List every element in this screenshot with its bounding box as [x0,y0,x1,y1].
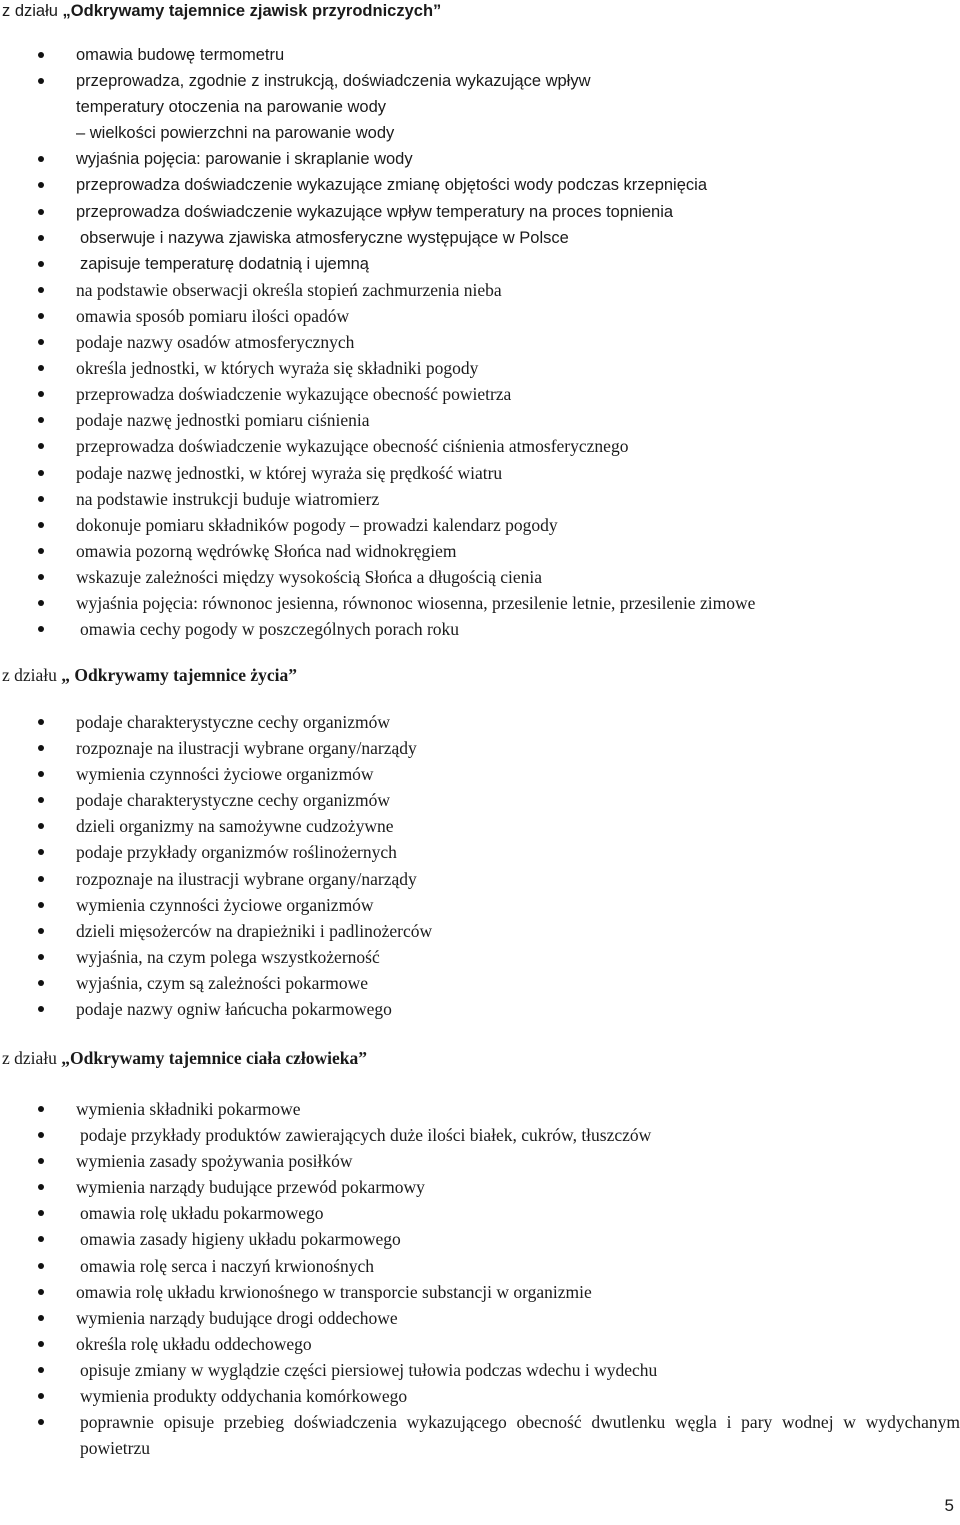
list-item: omawia sposób pomiaru ilości opadów [0,303,960,329]
list-item: przeprowadza doświadczenie wykazujące zmianę objętości wody podczas krzepnięcia [0,172,960,198]
list-item: omawia rolę serca i naczyń krwionośnych [0,1253,960,1279]
list-item: podaje charakterystyczne cechy organizmów [0,709,960,735]
list-item: podaje charakterystyczne cechy organizmów [0,787,960,813]
bullet-icon [38,902,44,908]
bullet-icon [38,1393,44,1399]
list-item: wyjaśnia, czym są zależności pokarmowe [0,970,960,996]
section-item-list [0,709,960,1022]
bullet-icon [38,574,44,580]
list-item: określa rolę układu oddechowego [0,1331,960,1357]
list-item: na podstawie obserwacji określa stopień zachmurzenia nieba [0,277,960,303]
list-item: zapisuje temperaturę dodatnią i ujemną [0,251,960,277]
list-item: wymienia czynności życiowe organizmów [0,761,960,787]
bullet-icon [38,1236,44,1242]
bullet-icon [38,339,44,345]
list-item: rozpoznaje na ilustracji wybrane organy/narządy [0,866,960,892]
bullet-icon [38,496,44,502]
list-item: omawia cechy pogody w poszczególnych porach roku [0,616,960,642]
list-item: wyjaśnia pojęcia: równonoc jesienna, równonoc wiosenna, przesilenie letnie, przesilenie zimowe [0,590,960,616]
bullet-icon [38,1184,44,1190]
section-heading-title: „Odkrywamy tajemnice ciała człowieka” [61,1048,367,1068]
page-number: 5 [944,1496,954,1515]
bullet-icon [38,548,44,554]
list-item: omawia budowę termometru [0,42,960,68]
bullet-icon [38,1006,44,1012]
bullet-icon [38,235,44,241]
list-item: przeprowadza doświadczenie wykazujące obecność powietrza [0,381,960,407]
bullet-icon [38,391,44,397]
list-item: dokonuje pomiaru składników pogody – prowadzi kalendarz pogody [0,512,960,538]
list-item: wymienia produkty oddychania komórkowego [0,1383,960,1409]
bullet-icon [38,156,44,162]
list-item: wymienia zasady spożywania posiłków [0,1148,960,1174]
bullet-icon [38,626,44,632]
list-item-continuation: temperatury otoczenia na parowanie wody [76,98,387,117]
bullet-icon [38,78,44,84]
list-item: wymienia czynności życiowe organizmów [0,892,960,918]
section-heading-title: „Odkrywamy tajemnice zjawisk przyrodniczych” [62,2,442,20]
bullet-icon [38,443,44,449]
list-item: określa jednostki, w których wyraża się składniki pogody [0,355,960,381]
list-item: podaje przykłady produktów zawierających duże ilości białek, cukrów, tłuszczów [0,1122,960,1148]
list-item: poprawnie opisuje przebieg doświadczenia wykazującego obecność dwutlenku węgla i pary wodnej w wydychanym powietrzu [0,1409,960,1461]
bullet-icon [38,287,44,293]
list-item: podaje przykłady organizmów roślinożernych [0,839,960,865]
section-heading [2,0,441,22]
bullet-icon [38,417,44,423]
bullet-icon [38,1132,44,1138]
list-item: przeprowadza, zgodnie z instrukcją, doświadczenia wykazujące wpływ [0,68,960,94]
bullet-icon [38,876,44,882]
list-item: podaje nazwę jednostki, w której wyraża się prędkość wiatru [0,460,960,486]
list-item: przeprowadza doświadczenie wykazujące obecność ciśnienia atmosferycznego [0,433,960,459]
list-item: podaje nazwę jednostki pomiaru ciśnienia [0,407,960,433]
bullet-icon [38,797,44,803]
list-item: podaje nazwy osadów atmosferycznych [0,329,960,355]
bullet-icon [38,52,44,58]
bullet-icon [38,928,44,934]
section-item-list [0,1096,960,1461]
list-item: dzieli organizmy na samożywne cudzożywne [0,813,960,839]
bullet-icon [38,1106,44,1112]
list-item: wyjaśnia pojęcia: parowanie i skraplanie wody [0,146,960,172]
list-item: omawia rolę układu krwionośnego w transporcie substancji w organizmie [0,1279,960,1305]
bullet-icon [38,365,44,371]
bullet-icon [38,1315,44,1321]
bullet-icon [38,313,44,319]
bullet-icon [38,954,44,960]
section-heading [2,1047,367,1069]
list-item: obserwuje i nazywa zjawiska atmosferyczne występujące w Polsce [0,225,960,251]
section-heading [2,664,297,686]
bullet-icon [38,261,44,267]
bullet-icon [38,1158,44,1164]
list-item: na podstawie instrukcji buduje wiatromierz [0,486,960,512]
bullet-icon [38,1263,44,1269]
list-item: wyjaśnia, na czym polega wszystkożerność [0,944,960,970]
bullet-icon [38,980,44,986]
bullet-icon [38,1289,44,1295]
section-heading-prefix: z działu [2,1048,57,1068]
section-item-list [0,42,960,642]
bullet-icon [38,823,44,829]
bullet-icon [38,1419,44,1425]
list-item: omawia pozorną wędrówkę Słońca nad widnokręgiem [0,538,960,564]
bullet-icon [38,1210,44,1216]
bullet-icon [38,1341,44,1347]
list-item: wskazuje zależności między wysokością Słońca a długością cienia [0,564,960,590]
bullet-icon [38,745,44,751]
list-item: omawia rolę układu pokarmowego [0,1200,960,1226]
bullet-icon [38,600,44,606]
section-heading-prefix: z działu [2,665,57,685]
list-item: dzieli mięsożerców na drapieżniki i padlinożerców [0,918,960,944]
bullet-icon [38,209,44,215]
list-item: wymienia narządy budujące przewód pokarmowy [0,1174,960,1200]
bullet-icon [38,470,44,476]
section-heading-title: „ Odkrywamy tajemnice życia” [61,665,297,685]
bullet-icon [38,182,44,188]
bullet-icon [38,849,44,855]
list-item: wymienia narządy budujące drogi oddechowe [0,1305,960,1331]
bullet-icon [38,522,44,528]
list-item: omawia zasady higieny układu pokarmowego [0,1226,960,1252]
list-item-continuation: – wielkości powierzchni na parowanie wody [76,124,395,143]
list-item: wymienia składniki pokarmowe [0,1096,960,1122]
list-item: przeprowadza doświadczenie wykazujące wpływ temperatury na proces topnienia [0,199,960,225]
bullet-icon [38,1367,44,1373]
bullet-icon [38,719,44,725]
list-item: podaje nazwy ogniw łańcucha pokarmowego [0,996,960,1022]
list-item: opisuje zmiany w wyglądzie części piersiowej tułowia podczas wdechu i wydechu [0,1357,960,1383]
bullet-icon [38,771,44,777]
section-heading-prefix: z działu [2,2,58,20]
list-item: rozpoznaje na ilustracji wybrane organy/narządy [0,735,960,761]
